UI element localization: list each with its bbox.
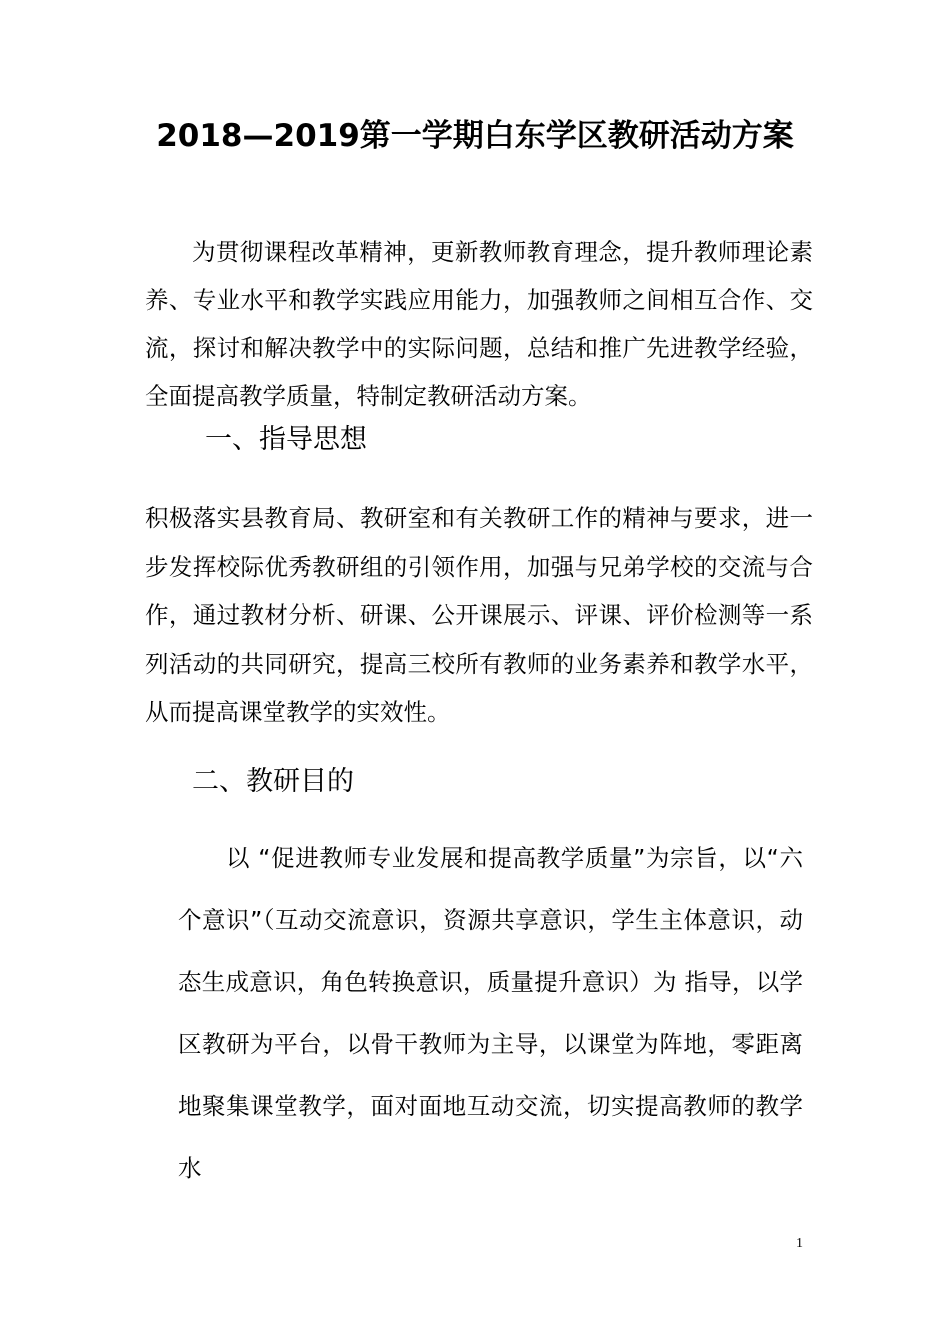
section-body-research-purpose: 以 “促进教师专业发展和提高教学质量”为宗旨，以“六个意识”（互动交流意识，资源共享意识，学生主体意识，动态生成意识，角色转换意识，质量提升意识）为 指导，以学区教研为平台，以骨干教师为主导，以课堂为阵地，零距离地聚集课堂教学，面对面地互动交流，切实提高教师的教学水 (178, 844, 803, 1182)
section-body-guiding-ideology: 积极落实县教育局、教研室和有关教研工作的精神与要求，进一步发挥校际优秀教研组的引领作用，加强与兄弟学校的交流与合作，通过教材分析、研课、公开课展示、评课、评价检测等一系列活动的共同研究，提高三校所有教师的业务素养和教学水平，从而提高课堂教学的实效性。 (145, 504, 813, 726)
intro-paragraph: 为贯彻课程改革精神，更新教师教育理念，提升教师理论素养、专业水平和教学实践应用能力，加强教师之间相互合作、交流，探讨和解决教学中的实际问题，总结和推广先进教学经验，全面提高教学质量，特制定教研活动方案。 (145, 238, 813, 410)
page-number: 1 (796, 1236, 803, 1251)
section-heading-research-purpose: 二、教研目的 (192, 766, 354, 797)
document-title: 2018—2019第一学期白东学区教研活动方案 (156, 118, 794, 154)
section-heading-guiding-ideology: 一、指导思想 (205, 424, 367, 455)
